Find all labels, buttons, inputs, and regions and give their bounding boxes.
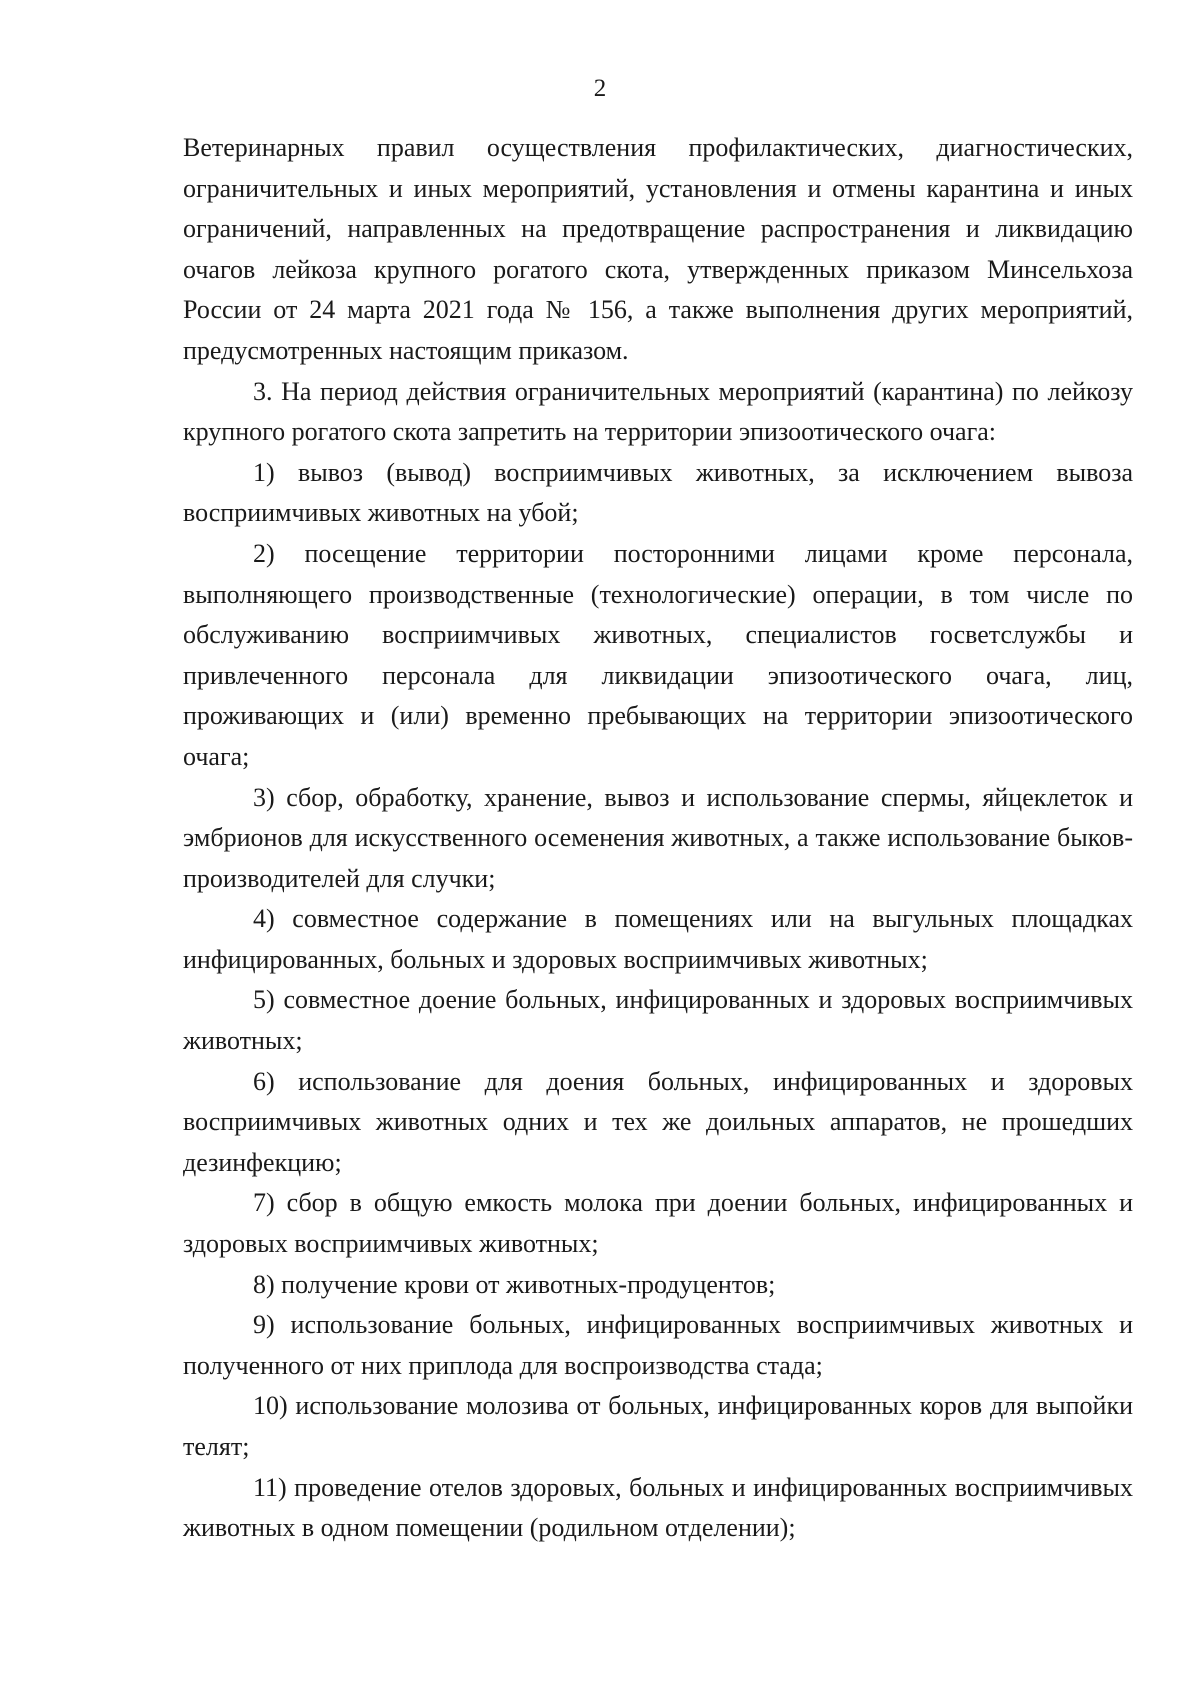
paragraph-subitem-3: 3) сбор, обработку, хранение, вывоз и использование спермы, яйцеклеток и эмбрионов для искусственного осеменения животных, а также использование быков-производителей для случки;: [183, 782, 1133, 893]
paragraph-subitem-8: 8) получение крови от животных-продуцентов;: [253, 1269, 776, 1299]
document-body: [183, 128, 1133, 1549]
paragraph-continuation: Ветеринарных правил осуществления профилактических, диагностических, ограничительных и иных мероприятий, установления и отмены карантина и иных ограничений, направленных на предотвращение распространения и ликвидацию очагов лейкоза крупного рогатого скота, утвержденных приказом Минсельхоза России от 24 марта 2021 года № 156, а также выполнения других мероприятий, предусмотренных настоящим приказом.: [183, 133, 1133, 365]
paragraph-subitem-5: 5) совместное доение больных, инфицированных и здоровых восприимчивых животных;: [183, 985, 1133, 1056]
paragraph-item-3: 3. На период действия ограничительных мероприятий (карантина) по лейкозу крупного рогатого скота запретить на территории эпизоотического очага:: [183, 376, 1133, 447]
paragraph-subitem-7: 7) сбор в общую емкость молока при доении больных, инфицированных и здоровых восприимчивых животных;: [183, 1188, 1133, 1259]
paragraph-subitem-6: 6) использование для доения больных, инфицированных и здоровых восприимчивых животных одних и тех же доильных аппаратов, не прошедших дезинфекцию;: [183, 1066, 1133, 1177]
page-number: 2: [593, 75, 607, 102]
paragraph-subitem-4: 4) совместное содержание в помещениях или на выгульных площадках инфицированных, больных и здоровых восприимчивых животных;: [183, 904, 1133, 974]
paragraph-subitem-11: 11) проведение отелов здоровых, больных и инфицированных восприимчивых животных в одном помещении (родильном отделении);: [183, 1472, 1133, 1543]
paragraph-subitem-1: 1) вывоз (вывод) восприимчивых животных, за исключением вывоза восприимчивых животных на убой;: [183, 457, 1133, 528]
paragraph-subitem-2: 2) посещение территории посторонними лицами кроме персонала, выполняющего производственные (технологические) операции, в том числе по обслуживанию восприимчивых животных, специалистов госветслужбы и привлеченного персонала для ликвидации эпизоотического очага, лиц, проживающих и (или) временно пребывающих на территории эпизоотического очага;: [183, 538, 1133, 771]
paragraph-subitem-10: 10) использование молозива от больных, инфицированных коров для выпойки телят;: [183, 1391, 1133, 1461]
paragraph-subitem-9: 9) использование больных, инфицированных восприимчивых животных и полученного от них приплода для воспроизводства стада;: [183, 1310, 1133, 1380]
